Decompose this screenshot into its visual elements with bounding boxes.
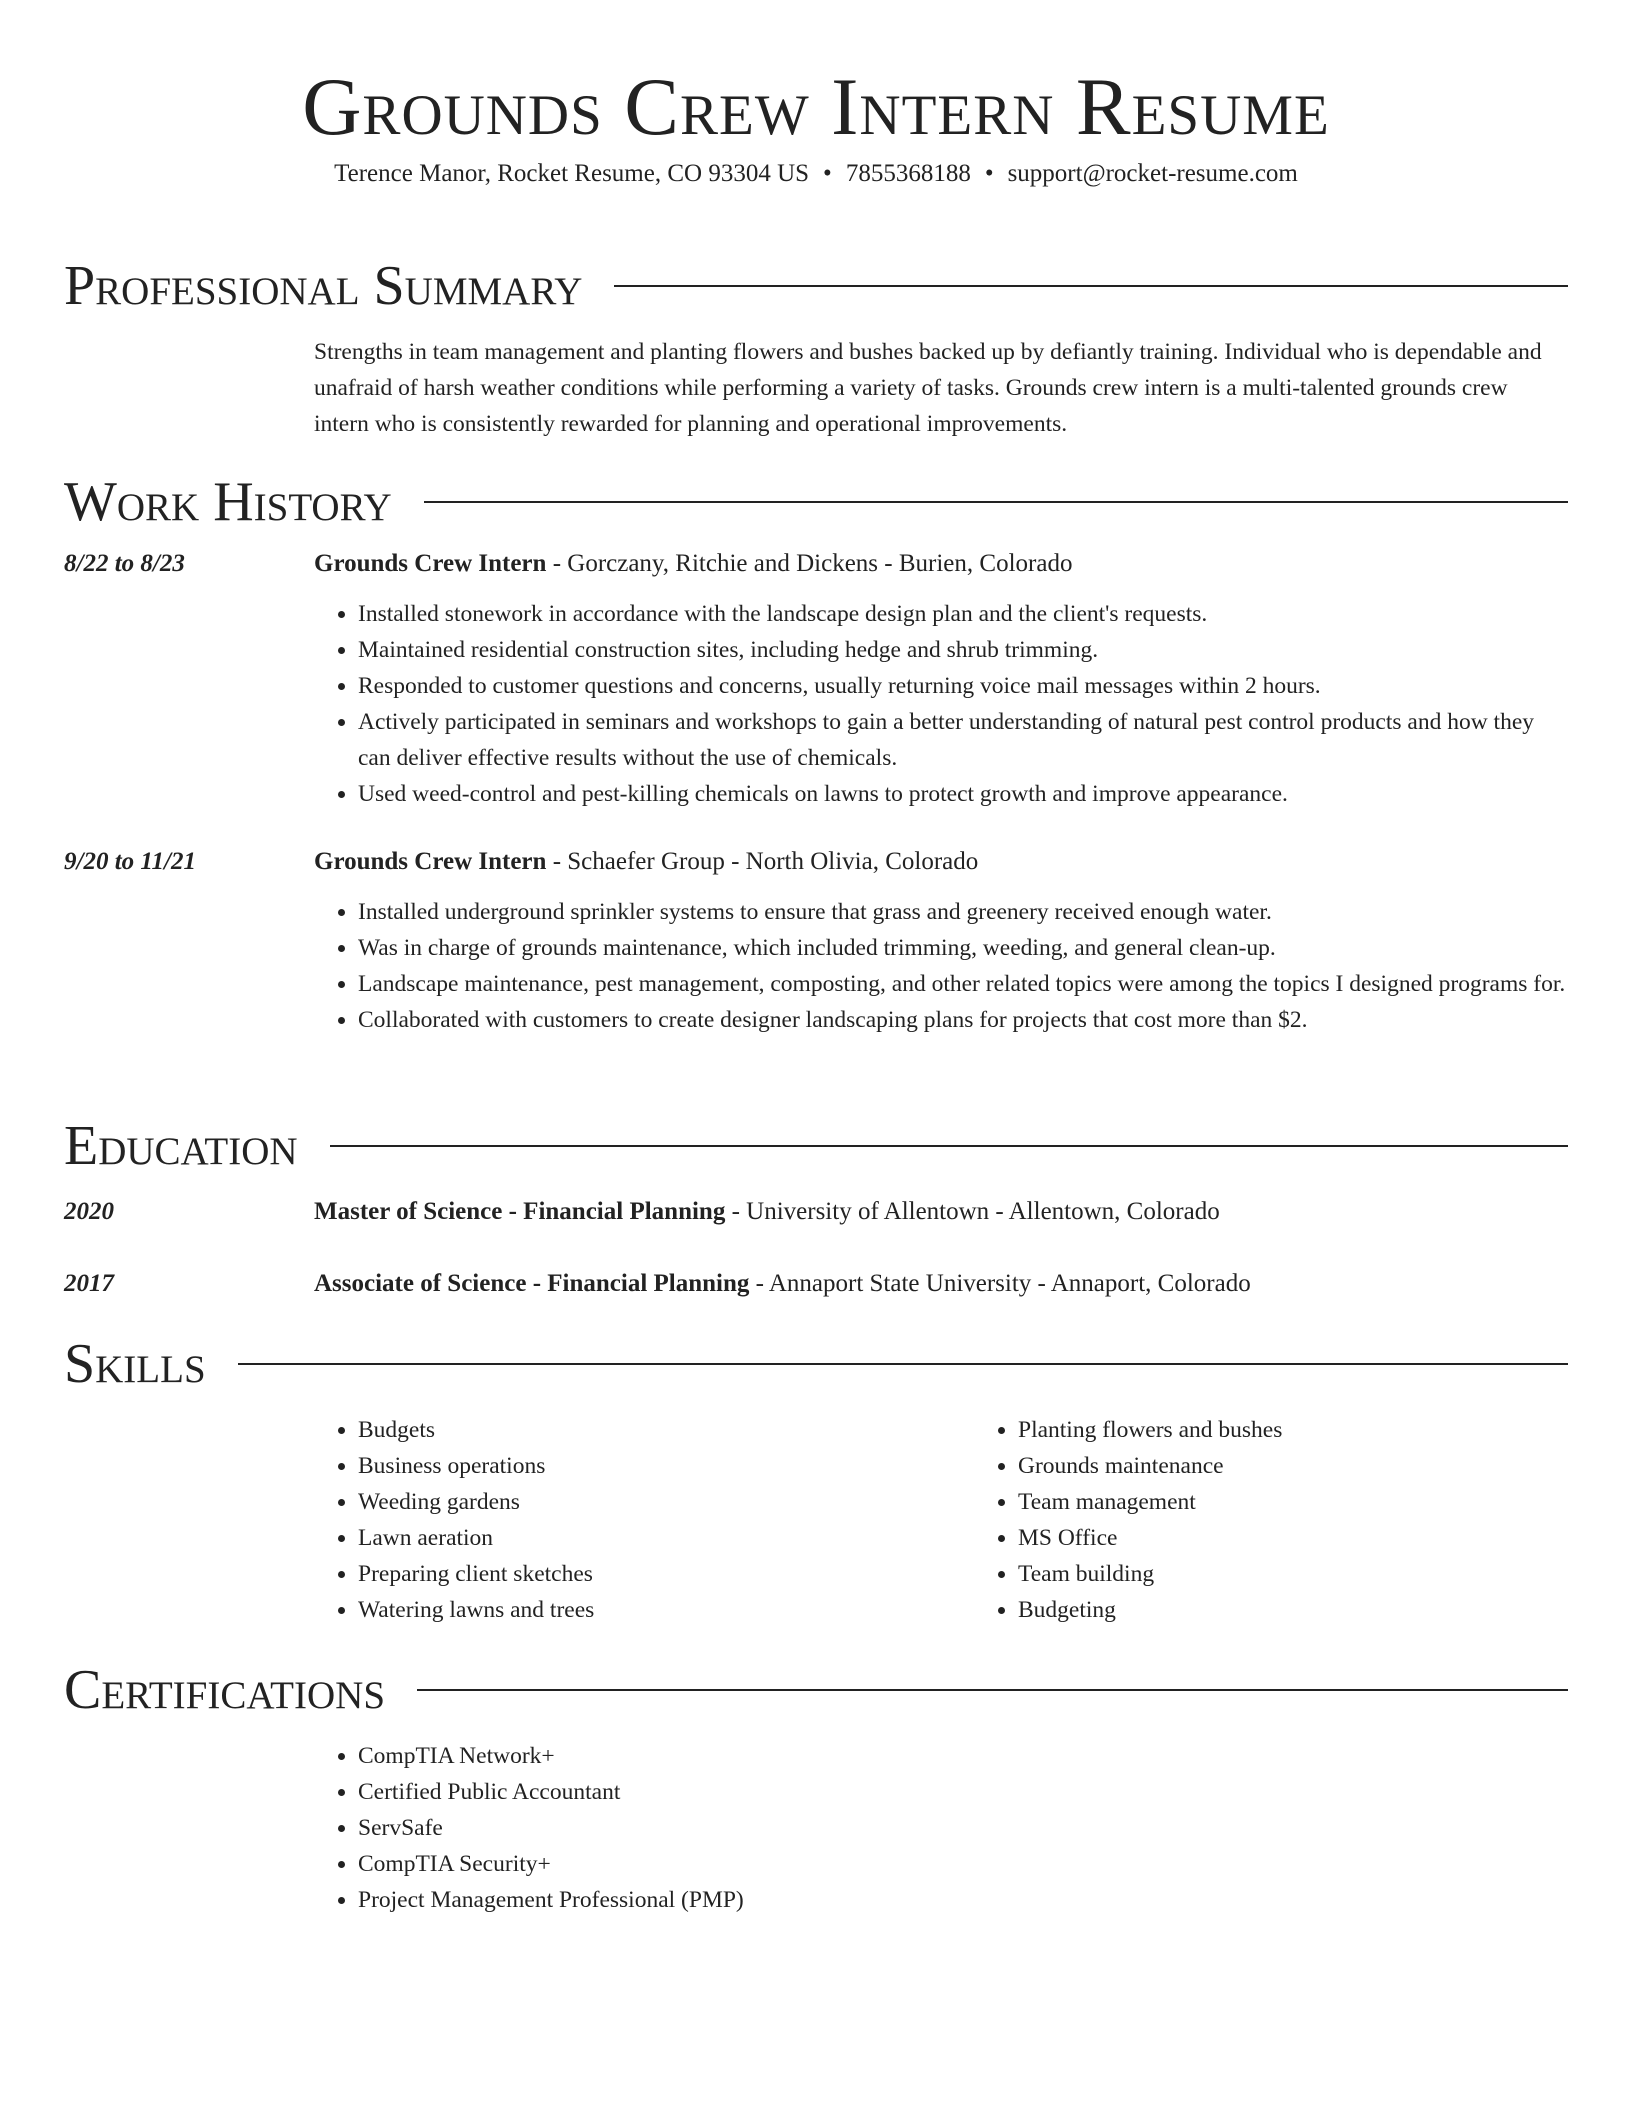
education-heading: [314, 1266, 1568, 1302]
skills-section: [64, 1334, 1568, 1628]
certification-item: • CompTIA Network+: [358, 1738, 1568, 1774]
section-title-skills: Skills: [64, 1333, 206, 1395]
certification-item: • ServSafe: [358, 1810, 1568, 1846]
skill-item: • MS Office: [1018, 1520, 1632, 1556]
contact-line: [0, 158, 1632, 190]
skills-grid: [314, 1412, 1568, 1628]
skill-item: • Team management: [1018, 1484, 1632, 1520]
list-item: • Used weed-control and pest-killing chemicals on lawns to protect growth and improve appearance.: [358, 776, 1568, 812]
skill-item: • Grounds maintenance: [1018, 1448, 1632, 1484]
job-bullets: [314, 596, 1568, 812]
list-item: • Collaborated with customers to create designer landscaping plans for projects that cost more than $2.: [358, 1002, 1568, 1038]
section-divider: [614, 285, 1568, 287]
education-heading: [314, 1194, 1568, 1230]
section-divider: [417, 1689, 1568, 1691]
degree-title: Associate of Science - Financial Planning: [314, 1270, 750, 1297]
education-section: [64, 1116, 1568, 1302]
job-bullets: [314, 894, 1568, 1038]
skill-item: • Watering lawns and trees: [358, 1592, 974, 1628]
skills-list-right: [974, 1412, 1632, 1628]
list-item: • Landscape maintenance, pest management, composting, and other related topics were among the topics I designed programs for.: [358, 966, 1568, 1002]
email-text: support@rocket-resume.com: [1007, 160, 1298, 187]
skill-item: • Team building: [1018, 1556, 1632, 1592]
school-details: - Annaport State University - Annaport, Colorado: [749, 1270, 1251, 1297]
skill-item: • Budgeting: [1018, 1592, 1632, 1628]
education-year: 2020: [64, 1198, 114, 1225]
skill-item: • Lawn aeration: [358, 1520, 974, 1556]
job-dates: 9/20 to 11/21: [64, 848, 196, 875]
skill-item: • Budgets: [358, 1412, 974, 1448]
skill-item: • Weeding gardens: [358, 1484, 974, 1520]
education-entry: [64, 1194, 1568, 1230]
list-item: • Installed stonework in accordance with the landscape design plan and the client's requests.: [358, 596, 1568, 632]
job-details: - Schaefer Group - North Olivia, Colorado: [546, 848, 979, 875]
list-item: • Responded to customer questions and concerns, usually returning voice mail messages within 2 hours.: [358, 668, 1568, 704]
section-divider: [330, 1145, 1568, 1147]
summary-section: [64, 256, 1568, 442]
list-item: • Installed underground sprinkler systems to ensure that grass and greenery received enough water.: [358, 894, 1568, 930]
section-divider: [238, 1363, 1568, 1365]
certification-item: • Project Management Professional (PMP): [358, 1882, 1568, 1918]
education-year: 2017: [64, 1270, 114, 1297]
section-divider: [424, 501, 1568, 503]
job-heading: [314, 844, 1568, 880]
job-title: Grounds Crew Intern: [314, 550, 547, 577]
list-item: • Maintained residential construction sites, including hedge and shrub trimming.: [358, 632, 1568, 668]
education-entry: [64, 1266, 1568, 1302]
job-details: - Gorczany, Ritchie and Dickens - Burien, Colorado: [546, 550, 1073, 577]
section-title-certifications: Certifications: [64, 1659, 386, 1721]
separator-dot: •: [823, 160, 832, 187]
resume-title: Grounds Crew Intern Resume: [302, 61, 1330, 152]
section-title-work: Work History: [64, 471, 392, 533]
address-text: Terence Manor, Rocket Resume, CO 93304 US: [334, 160, 810, 187]
summary-paragraph: Strengths in team management and planting flowers and bushes backed up by defiantly training. Individual who is dependable and unafraid of harsh weather conditions while performing a variety of tasks. Grounds crew intern is a multi-talented grounds crew intern who is consistently rewarded for planning and operational improvements.: [314, 339, 1542, 437]
job-heading: [314, 546, 1568, 582]
section-header: [64, 1334, 1568, 1394]
skill-item: • Preparing client sketches: [358, 1556, 974, 1592]
work-history-section: [64, 472, 1568, 1038]
degree-title: Master of Science - Financial Planning: [314, 1198, 726, 1225]
job-entry: [64, 546, 1568, 812]
section-header: [64, 1116, 1568, 1176]
certification-item: • CompTIA Security+: [358, 1846, 1568, 1882]
job-entry: [64, 844, 1568, 1038]
certifications-section: [64, 1660, 1568, 1918]
list-item: • Actively participated in seminars and workshops to gain a better understanding of natural pest control products and how they can deliver effective results without the use of chemicals.: [358, 704, 1568, 776]
section-header: [64, 472, 1568, 532]
list-item: • Was in charge of grounds maintenance, which included trimming, weeding, and general clean-up.: [358, 930, 1568, 966]
skill-item: • Business operations: [358, 1448, 974, 1484]
school-details: - University of Allentown - Allentown, Colorado: [725, 1198, 1220, 1225]
job-title: Grounds Crew Intern: [314, 848, 547, 875]
certifications-list: [314, 1738, 1568, 1918]
job-dates: 8/22 to 8/23: [64, 550, 185, 577]
separator-dot: •: [984, 160, 994, 187]
phone-text: 7855368188: [845, 160, 971, 187]
section-header: [64, 256, 1568, 316]
skill-item: • Planting flowers and bushes: [1018, 1412, 1632, 1448]
section-header: [64, 1660, 1568, 1720]
section-title-summary: Professional Summary: [64, 255, 583, 317]
section-title-education: Education: [64, 1115, 298, 1177]
skills-list-left: [314, 1412, 974, 1628]
certification-item: • Certified Public Accountant: [358, 1774, 1568, 1810]
